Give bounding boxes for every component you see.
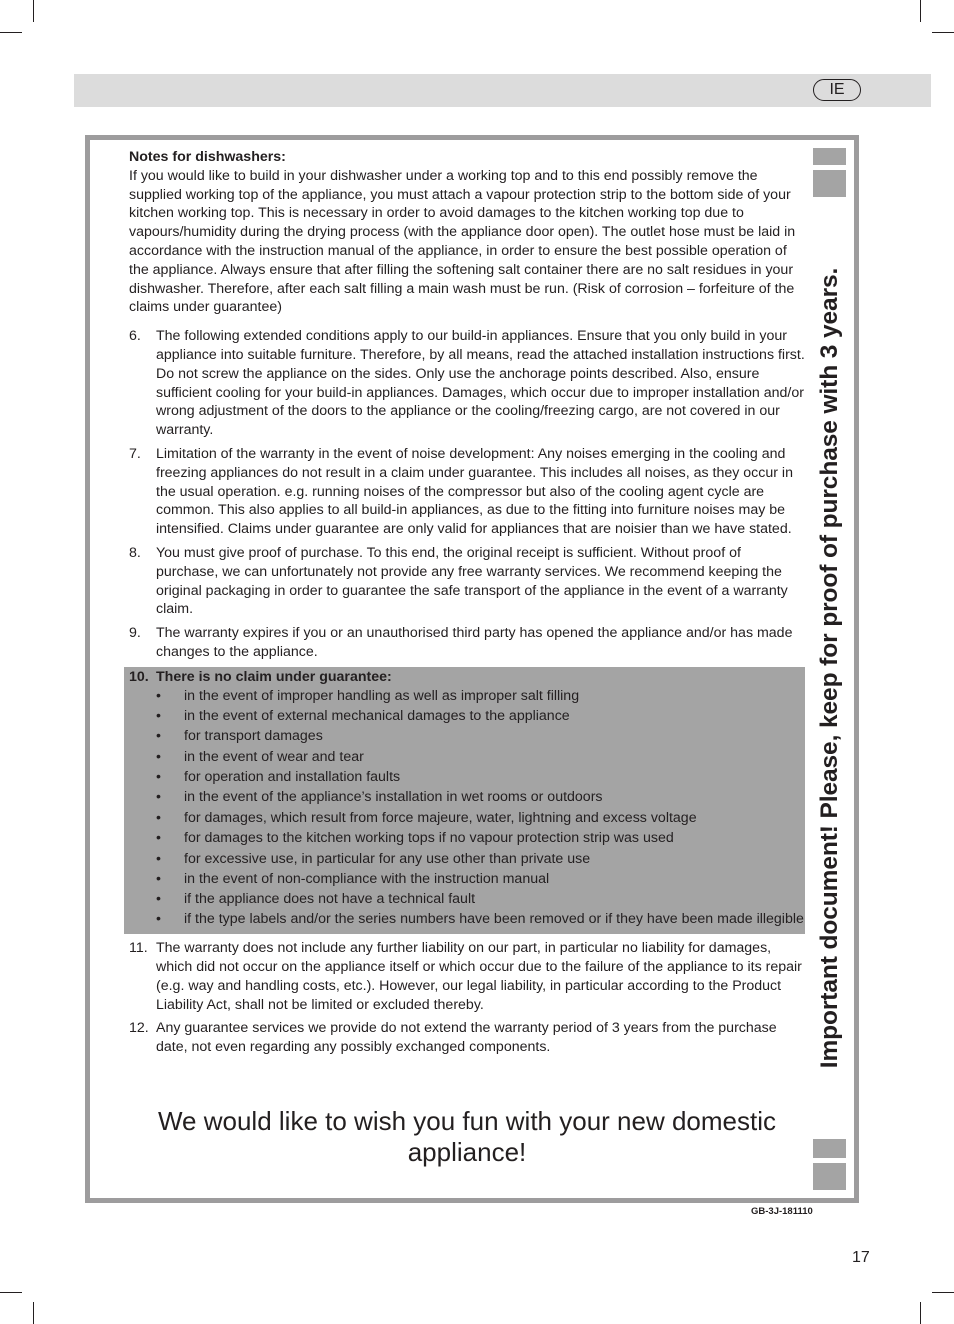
side-block-upper bbox=[813, 170, 846, 197]
list-item bbox=[129, 544, 805, 619]
exclusions-list bbox=[129, 688, 805, 927]
crop-mark-bottom-left bbox=[33, 1302, 34, 1324]
exclusions-heading bbox=[129, 668, 805, 687]
bullet-icon: • bbox=[156, 910, 161, 927]
notes-title: Notes for dishwashers: bbox=[129, 149, 286, 165]
exclusion-item: • for excessive use, in particular for any use other than private use bbox=[156, 850, 591, 867]
item-number: 6. bbox=[129, 328, 141, 345]
closing-message: We would like to wish you fun with your new domestic appliance! bbox=[157, 1106, 777, 1167]
exclusions-heading-text: There is no claim under guarantee: bbox=[156, 668, 392, 685]
exclusion-item: • if the appliance does not have a technical fault bbox=[156, 891, 476, 908]
side-banner-text: Important document! Please, keep for proof of purchase with 3 years. bbox=[816, 267, 843, 1069]
item-number: 9. bbox=[129, 625, 141, 642]
bullet-icon: • bbox=[156, 891, 161, 908]
warranty-content bbox=[129, 148, 805, 1062]
bullet-icon: • bbox=[156, 871, 161, 888]
item-number: 12. bbox=[129, 1020, 149, 1037]
exclusion-item: • in the event of the appliance’s installation in wet rooms or outdoors bbox=[156, 789, 603, 806]
crop-mark-bottom-right bbox=[920, 1302, 921, 1324]
item-number: 8. bbox=[129, 544, 141, 561]
side-block-bottom bbox=[813, 1163, 846, 1190]
item-text: Limitation of the warranty in the event of noise development: Any noises emerging in the cooling and freezing appliances do not result in a claim under guarantee. This includes all noises, as they occur in the usual operation. e.g. running noises of the compressor but also of the cooling agent cycle are common. This also applies to all build-in appliances, as due to the fitting into furniture noises may be intensified. Claims under guarantee are only valid for appliances that are noisier than we have stated. bbox=[156, 445, 793, 538]
exclusion-item: • for damages to the kitchen working tops if no vapour protection strip was used bbox=[156, 830, 674, 847]
document-code: GB-3J-181110 bbox=[751, 1206, 813, 1217]
exclusion-item: • in the event of improper handling as well as improper salt filling bbox=[156, 687, 580, 704]
list-item bbox=[129, 327, 805, 440]
crop-mark-top-right bbox=[920, 0, 921, 22]
crop-mark-bottom-left bbox=[0, 1292, 22, 1293]
side-banner bbox=[814, 202, 846, 1134]
notes-body: If you would like to build in your dishwasher under a working top and to this end possibly remove the supplied working top of the appliance, you must attach a vapour protection strip to the bottom side of your kitchen working top. This is necessary in order to avoid damages to the kitchen working top due to vapours/humidity during the drying process (with the appliance door open). The outlet hose must be laid in accordance with the instruction manual of the appliance, in order to ensure the best possible operation of the appliance. Always ensure that after filling the softening salt container there are no salt residues in your dishwasher. Therefore, after each salt filling a main wash must be run. (Risk of corrosion – forfeiture of the claims under guarantee) bbox=[129, 167, 796, 316]
item-number: 10. bbox=[129, 668, 149, 685]
language-badge: IE bbox=[813, 79, 861, 101]
bullet-icon: • bbox=[156, 769, 161, 786]
exclusion-item: • for operation and installation faults bbox=[156, 769, 401, 786]
list-item bbox=[129, 624, 805, 662]
item-text: The warranty expires if you or an unauthorised third party has opened the appliance and/or has made changes to the appliance. bbox=[156, 625, 793, 660]
exclusion-item: • for transport damages bbox=[156, 728, 323, 745]
item-number: 11. bbox=[129, 940, 148, 957]
bullet-icon: • bbox=[156, 809, 161, 826]
item-text: The following extended conditions apply to our build-in appliances. Ensure that you only build in your appliance into suitable furniture. Therefore, by all means, read the attached installation instructions first. Do not screw the appliance on the sides. Only use the anchorage points described. Also, ensure sufficient cooling for your build-in appliances. Damages, which occur due to improper installation and/or wrong adjustment of the doors to the appliance or the cooling/freezing cargo, are not covered in our warranty. bbox=[156, 328, 805, 439]
list-item bbox=[129, 1019, 805, 1057]
side-block-top bbox=[813, 148, 846, 165]
bullet-icon: • bbox=[156, 728, 161, 745]
bullet-icon: • bbox=[156, 707, 161, 724]
header-bar bbox=[74, 74, 931, 107]
list-item bbox=[129, 445, 805, 539]
page-number: 17 bbox=[852, 1249, 870, 1266]
exclusion-item: • in the event of non-compliance with the instruction manual bbox=[156, 871, 550, 888]
crop-mark-top-right bbox=[932, 32, 954, 33]
exclusion-item: • if the type labels and/or the series numbers have been removed or if they have been made illegible bbox=[156, 910, 804, 927]
list-item bbox=[129, 939, 805, 1014]
crop-mark-top-left bbox=[33, 0, 34, 22]
bullet-icon: • bbox=[156, 850, 161, 867]
bullet-icon: • bbox=[156, 748, 161, 765]
crop-mark-bottom-right bbox=[932, 1292, 954, 1293]
bullet-icon: • bbox=[156, 789, 161, 806]
bullet-icon: • bbox=[156, 687, 161, 704]
item-text: Any guarantee services we provide do not extend the warranty period of 3 years from the purchase date, not even regarding any possibly exchanged components. bbox=[156, 1020, 777, 1056]
exclusion-item: • in the event of external mechanical damages to the appliance bbox=[156, 707, 570, 724]
exclusion-item: • in the event of wear and tear bbox=[156, 748, 364, 765]
exclusions-box bbox=[124, 667, 805, 934]
item-text: The warranty does not include any further liability on our part, in particular no liability for damages, which did not occur on the appliance itself or which occur due to the failure of the appliance to its repair (e.g. way and handling costs, etc.). However, our legal liability, in particular according to the Product Liability Act, shall not be limited or excluded thereby. bbox=[156, 940, 802, 1013]
side-block-lower bbox=[813, 1139, 846, 1158]
exclusion-item: • for damages, which result from force majeure, water, lightning and excess voltage bbox=[156, 809, 697, 826]
item-text: You must give proof of purchase. To this end, the original receipt is sufficient. Without proof of purchase, we can unfortunately not provide any free warranty services. We recommend keeping the original packaging in order to guarantee the safe transport of the appliance in the event of a warranty claim. bbox=[156, 544, 788, 618]
item-number: 7. bbox=[129, 445, 141, 462]
crop-mark-top-left bbox=[0, 32, 22, 33]
bullet-icon: • bbox=[156, 830, 161, 847]
